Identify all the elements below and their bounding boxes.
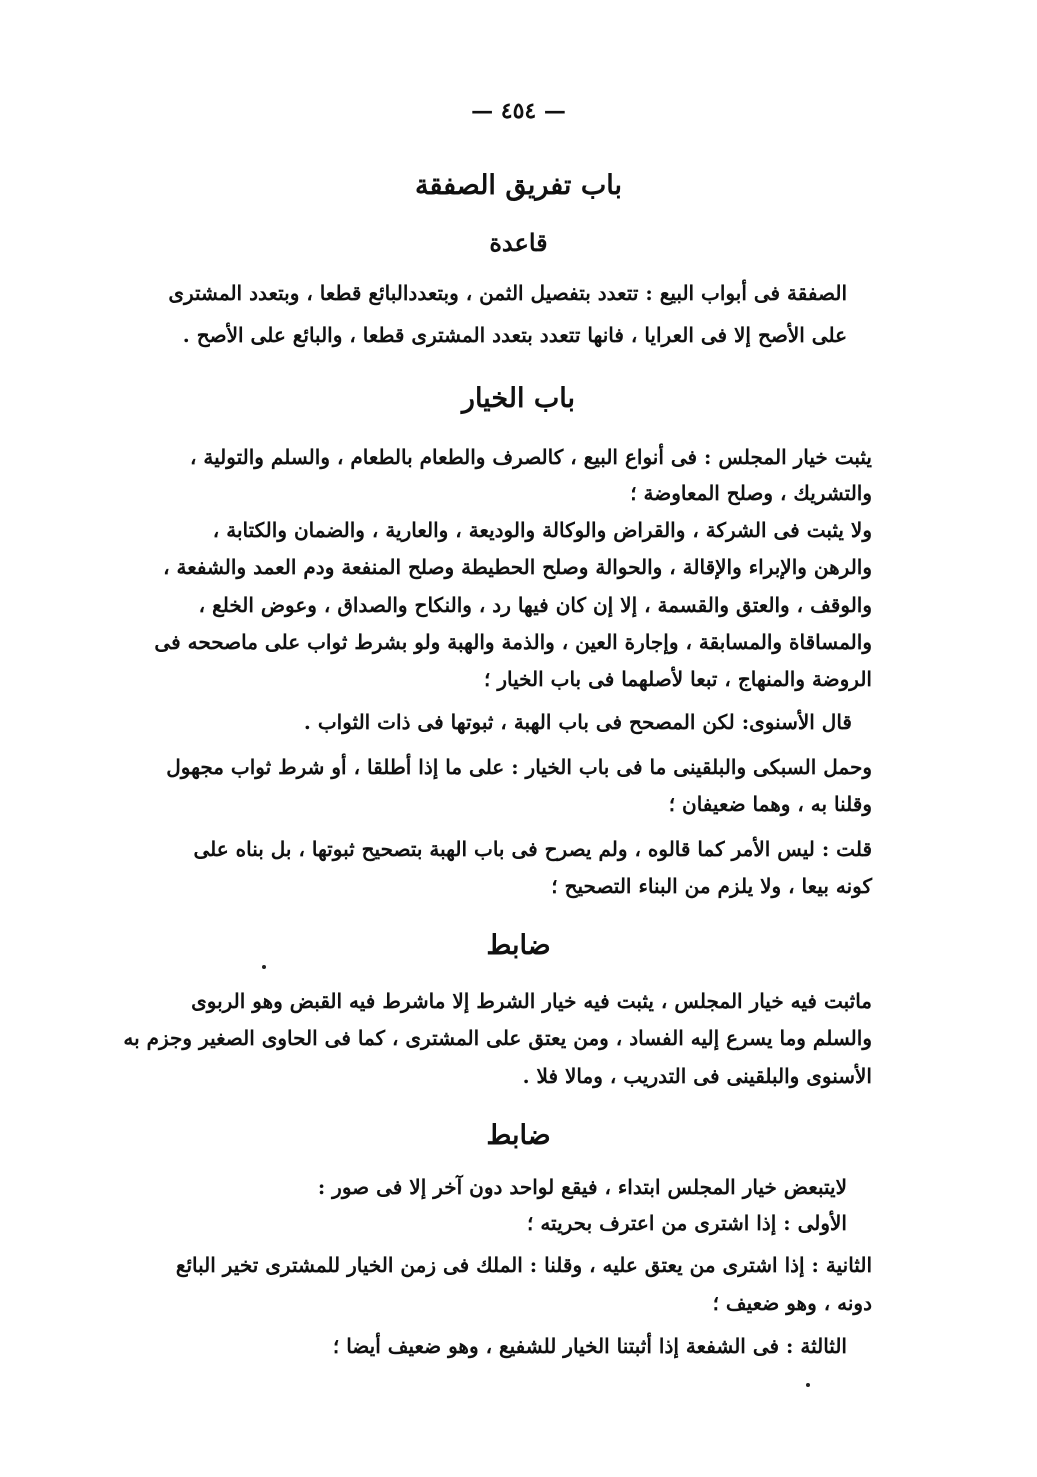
text-line: والوقف ، والعتق والقسمة ، إلا إن كان فيها رد ، والنكاح والصداق ، وعوض الخلع ، bbox=[198, 593, 872, 617]
print-speck bbox=[806, 1383, 810, 1387]
text-line: ولا يثبت فى الشركة ، والقراض والوكالة والوديعة ، والعارية ، والضمان والكتابة ، bbox=[212, 518, 872, 542]
text-line: ماثبت فيه خيار المجلس ، يثبت فيه خيار الشرط إلا ماشرط فيه القبض وهو الربوى bbox=[191, 989, 872, 1013]
section-subheading-rule: قاعدة bbox=[489, 228, 548, 257]
text-line: وقلنا به ، وهما ضعيفان ؛ bbox=[668, 792, 872, 816]
text-line: الثالثة : فى الشفعة إذا أثبتنا الخيار للشفيع ، وهو ضعيف أيضا ؛ bbox=[332, 1334, 847, 1358]
text-line: دونه ، وهو ضعيف ؛ bbox=[712, 1291, 872, 1315]
section-heading-sale-splitting: باب تفريق الصفقة bbox=[415, 170, 622, 201]
text-line: قلت : ليس الأمر كما قالوه ، ولم يصرح فى باب الهبة بتصحيح ثبوتها ، بل بناه على bbox=[193, 837, 872, 861]
text-line: لايتبعض خيار المجلس ابتداء ، فيقع لواحد دون آخر إلا فى صور : bbox=[317, 1175, 847, 1199]
text-line: يثبت خيار المجلس : فى أنواع البيع ، كالصرف والطعام بالطعام ، والسلم والتولية ، bbox=[190, 445, 872, 469]
text-line: والسلم وما يسرع إليه الفساد ، ومن يعتق على المشترى ، كما فى الحاوى الصغير وجزم به bbox=[123, 1026, 872, 1050]
text-line: والمساقاة والمسابقة ، وإجارة العين ، والذمة والهبة ولو بشرط ثواب على ماصححه فى bbox=[154, 630, 872, 654]
section-heading-options: باب الخيار bbox=[461, 383, 576, 414]
page-number: — ٤٥٤ — bbox=[471, 98, 566, 124]
text-line: قال الأسنوى: لكن المصحح فى باب الهبة ، ثبوتها فى ذات الثواب . bbox=[303, 710, 852, 734]
text-line: والرهن والإبراء والإقالة ، والحوالة وصلح الحطيطة وصلح المنفعة ودم العمد والشفعة ، bbox=[163, 555, 872, 579]
text-line: على الأصح إلا فى العرايا ، فانها تتعدد بتعدد المشترى قطعا ، والبائع على الأصح . bbox=[182, 323, 847, 347]
text-line: وحمل السبكى والبلقينى ما فى باب الخيار : على ما إذا أطلقا ، أو شرط ثواب مجهول bbox=[166, 755, 872, 779]
text-line: الصفقة فى أبواب البيع : تتعدد بتفصيل الثمن ، وبتعددالبائع قطعا ، وبتعدد المشترى bbox=[168, 281, 847, 305]
section-heading-principle: ضابط bbox=[486, 930, 551, 961]
text-line: الأسنوى والبلقينى فى التدريب ، ومالا فلا . bbox=[522, 1064, 872, 1088]
print-speck bbox=[262, 965, 266, 969]
text-line: الروضة والمنهاج ، تبعا لأصلهما فى باب الخيار ؛ bbox=[484, 667, 872, 691]
text-line: والتشريك ، وصلح المعاوضة ؛ bbox=[630, 481, 872, 505]
section-heading-principle-2: ضابط bbox=[486, 1120, 551, 1151]
text-line: الأولى : إذا اشترى من اعترف بحريته ؛ bbox=[527, 1211, 847, 1235]
text-line: الثانية : إذا اشترى من يعتق عليه ، وقلنا : الملك فى زمن الخيار للمشترى تخير البائع bbox=[175, 1253, 872, 1277]
text-line: كونه بيعا ، ولا يلزم من البناء التصحيح ؛ bbox=[551, 874, 872, 898]
